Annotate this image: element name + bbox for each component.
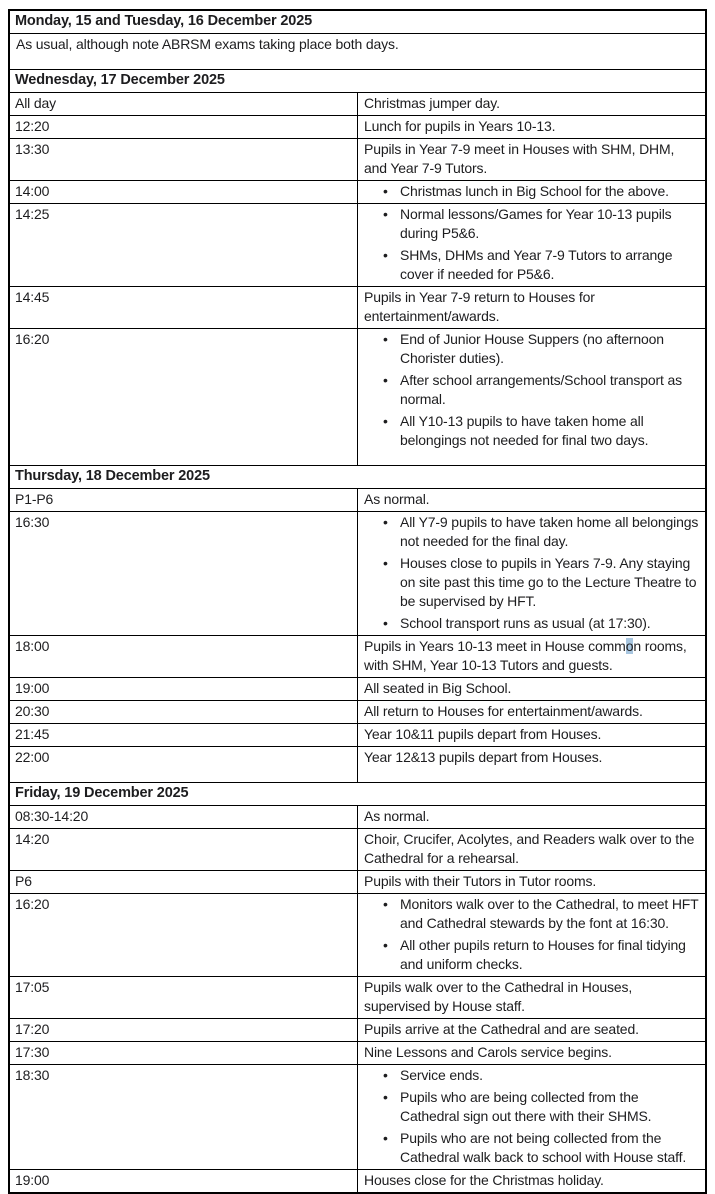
time-cell: 13:30 <box>9 139 358 181</box>
content-cell <box>358 116 707 139</box>
content-cell <box>9 34 706 70</box>
content-cell <box>358 636 707 678</box>
content-cell <box>358 1170 707 1194</box>
text-line <box>364 748 699 767</box>
time-cell: 19:00 <box>9 1170 358 1194</box>
text-segment: Pupils in Year 7-9 return to Houses for entertainment/awards. <box>364 289 595 324</box>
bullet-item <box>364 1088 699 1126</box>
time-cell: 16:20 <box>9 894 358 977</box>
text-line <box>364 1043 699 1062</box>
bullet-item <box>364 936 699 974</box>
bullet-item <box>364 513 699 551</box>
bullet-icon: • <box>383 247 388 263</box>
text-line <box>364 117 699 136</box>
bullet-icon: • <box>383 896 388 912</box>
text-segment: Service ends. <box>400 1067 483 1083</box>
text-segment: After school arrangements/School transport as normal. <box>400 372 682 407</box>
time-cell: 19:00 <box>9 678 358 701</box>
schedule-row <box>9 747 706 783</box>
time-cell: 22:00 <box>9 747 358 783</box>
bullet-icon: • <box>383 331 388 347</box>
content-cell <box>358 871 707 894</box>
text-segment: Pupils walk over to the Cathedral in Houses, supervised by House staff. <box>364 979 633 1014</box>
time-cell: 14:25 <box>9 204 358 287</box>
text-line <box>364 1171 699 1190</box>
content-cell <box>358 894 707 977</box>
text-segment: Nine Lessons and Carols service begins. <box>364 1044 612 1060</box>
bullet-item <box>364 412 699 450</box>
time-cell: 16:20 <box>9 329 358 466</box>
text-segment: SHMs, DHMs and Year 7-9 Tutors to arrange cover if needed for P5&6. <box>400 247 673 282</box>
schedule-row <box>9 724 706 747</box>
schedule-row <box>9 489 706 512</box>
time-cell: 18:00 <box>9 636 358 678</box>
bullet-icon: • <box>383 1130 388 1146</box>
schedule-row <box>9 139 706 181</box>
text-segment: As normal. <box>364 808 430 824</box>
text-segment: Christmas lunch in Big School for the above. <box>400 183 669 199</box>
schedule-row <box>9 829 706 871</box>
bullet-icon: • <box>383 1089 388 1105</box>
bullet-item <box>364 205 699 243</box>
text-segment: As normal. <box>364 491 430 507</box>
text-line <box>364 725 699 744</box>
content-cell <box>358 747 707 783</box>
time-cell: 17:30 <box>9 1042 358 1065</box>
text-segment: Pupils arrive at the Cathedral and are seated. <box>364 1021 639 1037</box>
content-cell <box>358 1042 707 1065</box>
time-cell: 17:20 <box>9 1019 358 1042</box>
time-cell: 14:45 <box>9 287 358 329</box>
time-cell: 14:20 <box>9 829 358 871</box>
time-cell: 17:05 <box>9 977 358 1019</box>
bullet-icon: • <box>383 514 388 530</box>
content-cell <box>358 1019 707 1042</box>
bullet-item <box>364 554 699 611</box>
text-segment: Pupils in Year 7-9 meet in Houses with SHM, DHM, and Year 7-9 Tutors. <box>364 141 675 176</box>
time-cell: 08:30-14:20 <box>9 806 358 829</box>
schedule-row <box>9 806 706 829</box>
bullet-icon: • <box>383 413 388 429</box>
day-header: Friday, 19 December 2025 <box>9 783 706 806</box>
schedule-row <box>9 329 706 466</box>
text-selection-highlight: o <box>625 638 634 654</box>
bullet-item <box>364 1066 699 1085</box>
day-header: Thursday, 18 December 2025 <box>9 466 706 489</box>
text-segment: All other pupils return to Houses for final tidying and uniform checks. <box>400 937 686 972</box>
schedule-row <box>9 894 706 977</box>
content-cell <box>358 678 707 701</box>
text-line <box>364 679 699 698</box>
text-segment: Year 10&11 pupils depart from Houses. <box>364 726 602 742</box>
text-segment: Monitors walk over to the Cathedral, to meet HFT and Cathedral stewards by the font at 16:30. <box>400 896 699 931</box>
content-cell <box>358 724 707 747</box>
time-cell: 12:20 <box>9 116 358 139</box>
bullet-item <box>364 614 699 633</box>
content-cell <box>358 829 707 871</box>
content-cell <box>358 181 707 204</box>
content-cell <box>358 93 707 116</box>
text-segment: All Y7-9 pupils to have taken home all belongings not needed for the final day. <box>400 514 699 549</box>
text-line <box>364 637 699 675</box>
schedule-table <box>8 9 707 1194</box>
day-header-row <box>9 783 706 806</box>
schedule-row <box>9 701 706 724</box>
text-segment: All Y10-13 pupils to have taken home all belongings not needed for final two days. <box>400 413 649 448</box>
time-cell: P6 <box>9 871 358 894</box>
text-line <box>16 35 699 54</box>
text-segment: School transport runs as usual (at 17:30). <box>400 615 651 631</box>
bullet-icon: • <box>383 206 388 222</box>
content-cell <box>358 287 707 329</box>
time-cell: 14:00 <box>9 181 358 204</box>
text-segment: Houses close for the Christmas holiday. <box>364 1172 604 1188</box>
day-header-row <box>9 70 706 93</box>
text-segment: All seated in Big School. <box>364 680 512 696</box>
content-cell <box>358 139 707 181</box>
bullet-item <box>364 246 699 284</box>
content-cell <box>358 1065 707 1170</box>
text-line <box>364 140 699 178</box>
bullet-icon: • <box>383 372 388 388</box>
bullet-item <box>364 371 699 409</box>
text-segment: Pupils in Years 10-13 meet in House comm <box>364 638 626 654</box>
schedule-row <box>9 871 706 894</box>
bullet-item <box>364 182 699 201</box>
day-header-row <box>9 10 706 34</box>
text-line <box>364 978 699 1016</box>
schedule-row <box>9 1065 706 1170</box>
bullet-item <box>364 330 699 368</box>
time-cell: 18:30 <box>9 1065 358 1170</box>
bullet-item <box>364 895 699 933</box>
schedule-row <box>9 977 706 1019</box>
schedule-row <box>9 34 706 70</box>
text-line <box>364 1020 699 1039</box>
content-cell <box>358 806 707 829</box>
day-header: Wednesday, 17 December 2025 <box>9 70 706 93</box>
text-line <box>364 830 699 868</box>
time-cell: All day <box>9 93 358 116</box>
text-line <box>364 702 699 721</box>
bullet-item <box>364 1129 699 1167</box>
schedule-row <box>9 93 706 116</box>
schedule-row <box>9 512 706 636</box>
content-cell <box>358 977 707 1019</box>
day-header: Monday, 15 and Tuesday, 16 December 2025 <box>9 10 706 34</box>
text-segment: Year 12&13 pupils depart from Houses. <box>364 749 603 765</box>
content-cell <box>358 701 707 724</box>
text-line <box>364 94 699 113</box>
time-cell: 20:30 <box>9 701 358 724</box>
bullet-icon: • <box>383 937 388 953</box>
content-cell <box>358 489 707 512</box>
bullet-icon: • <box>383 555 388 571</box>
schedule-row <box>9 181 706 204</box>
text-line <box>364 872 699 891</box>
content-cell <box>358 329 707 466</box>
schedule-row <box>9 636 706 678</box>
schedule-row <box>9 204 706 287</box>
schedule-row <box>9 1170 706 1194</box>
bullet-icon: • <box>383 615 388 631</box>
text-segment: Christmas jumper day. <box>364 95 500 111</box>
text-line <box>364 288 699 326</box>
schedule-row <box>9 1019 706 1042</box>
text-segment: As usual, although note ABRSM exams taking place both days. <box>16 36 399 52</box>
time-cell: 16:30 <box>9 512 358 636</box>
text-segment: Pupils who are being collected from the Cathedral sign out there with their SHMS. <box>400 1089 652 1124</box>
text-segment: Normal lessons/Games for Year 10-13 pupils during P5&6. <box>400 206 672 241</box>
text-segment: Pupils who are not being collected from the Cathedral walk back to school with House staff. <box>400 1130 687 1165</box>
text-segment: End of Junior House Suppers (no afternoon Chorister duties). <box>400 331 664 366</box>
time-cell: 21:45 <box>9 724 358 747</box>
schedule-row <box>9 678 706 701</box>
text-segment: Pupils with their Tutors in Tutor rooms. <box>364 873 597 889</box>
bullet-icon: • <box>383 183 388 199</box>
text-segment: All return to Houses for entertainment/awards. <box>364 703 643 719</box>
content-cell <box>358 512 707 636</box>
bullet-icon: • <box>383 1067 388 1083</box>
text-segment: Lunch for pupils in Years 10-13. <box>364 118 556 134</box>
schedule-row <box>9 287 706 329</box>
time-cell: P1-P6 <box>9 489 358 512</box>
text-line <box>364 490 699 509</box>
day-header-row <box>9 466 706 489</box>
schedule-row <box>9 1042 706 1065</box>
schedule-row <box>9 116 706 139</box>
text-line <box>364 807 699 826</box>
text-segment: Choir, Crucifer, Acolytes, and Readers walk over to the Cathedral for a rehearsal. <box>364 831 695 866</box>
content-cell <box>358 204 707 287</box>
text-segment: Houses close to pupils in Years 7-9. Any staying on site past this time go to the Lecture Theatre to be supervised by HFT. <box>400 555 697 609</box>
text-segment: n rooms, with SHM, Year 10-13 Tutors and guests. <box>364 638 687 673</box>
